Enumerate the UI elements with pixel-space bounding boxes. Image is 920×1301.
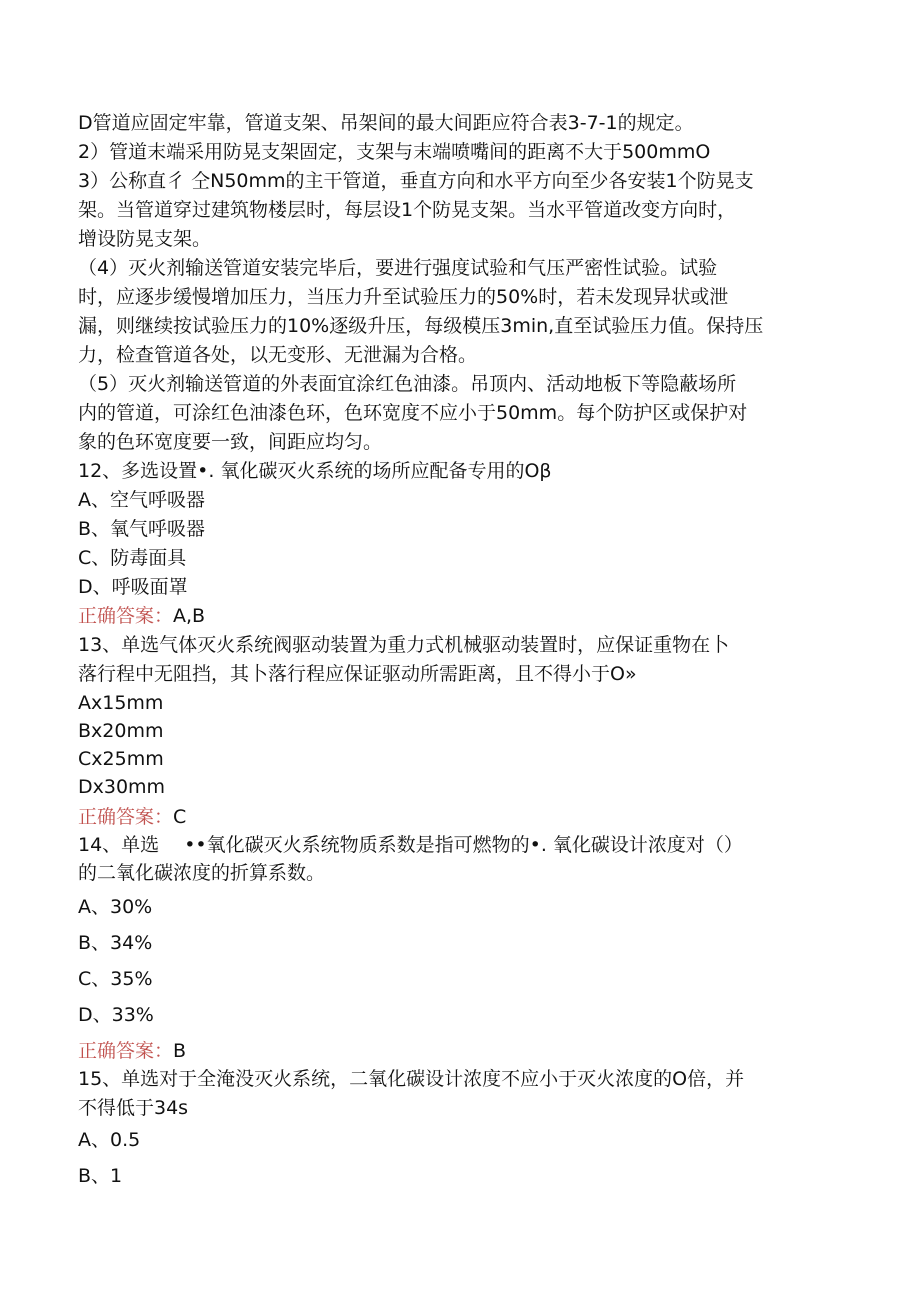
question-option: A、空气呼吸器 xyxy=(78,489,205,511)
question-stem: 12、多选设置•. 氧化碳灭火系统的场所应配备专用的Oβ xyxy=(78,460,552,482)
paragraph-line: 2）管道末端采用防晃支架固定，支架与末端喷嘴间的距离不大于500mmO xyxy=(78,141,711,163)
answer-value: C xyxy=(173,806,187,828)
question-option: B、氧气呼吸器 xyxy=(78,518,206,540)
answer-value: A,B xyxy=(173,605,206,627)
question-option: D、33% xyxy=(78,1004,154,1026)
paragraph-line: D管道应固定牢靠，管道支架、吊架间的最大间距应符合表3-7-1的规定。 xyxy=(78,112,694,134)
question-option: B、34% xyxy=(78,932,153,954)
paragraph-line: 内的管道，可涂红色油漆色环，色环宽度不应小于50mm。每个防护区或保护对 xyxy=(78,402,748,424)
paragraph-line: 象的色环宽度要一致，间距应均匀。 xyxy=(78,431,383,453)
question-option: C、35% xyxy=(78,968,153,990)
question-stem: 的二氧化碳浓度的折算系数。 xyxy=(78,862,326,884)
question-stem: 14、单选 ••氧化碳灭火系统物质系数是指可燃物的•. 氧化碳设计浓度对（） xyxy=(78,834,743,856)
paragraph-line: 3）公称直彳 仝N50mm的主干管道，垂直方向和水平方向至少各安装1个防晃支 xyxy=(78,170,754,192)
paragraph-line: 力，检查管道各处，以无变形、无泄漏为合格。 xyxy=(78,344,478,366)
question-option: A、30% xyxy=(78,896,153,918)
paragraph-line: 架。当管道穿过建筑物楼层时，每层设1个防晃支架。当水平管道改变方向时， xyxy=(78,199,737,221)
answer-line xyxy=(78,1040,186,1062)
question-stem: 13、单选气体灭火系统阀驱动装置为重力式机械驱动装置时，应保证重物在卜 xyxy=(78,634,730,656)
answer-label: 正确答案： xyxy=(78,806,174,828)
paragraph-line: （4）灭火剂输送管道安装完毕后，要进行强度试验和气压严密性试验。试验 xyxy=(78,257,718,279)
answer-line xyxy=(78,806,186,828)
question-option: A、0.5 xyxy=(78,1129,141,1151)
question-stem: 15、单选对于全淹没灭火系统，二氧化碳设计浓度不应小于灭火浓度的O倍，并 xyxy=(78,1068,745,1090)
answer-label: 正确答案： xyxy=(78,1040,174,1062)
answer-value: B xyxy=(173,1040,187,1062)
paragraph-line: 时，应逐步缓慢增加压力，当压力升至试验压力的50%时，若未发现异状或泄 xyxy=(78,286,729,308)
question-option: B、1 xyxy=(78,1165,123,1187)
question-option: Ax15mm xyxy=(78,692,164,714)
question-option: C、防毒面具 xyxy=(78,547,187,569)
question-stem: 落行程中无阻挡，其卜落行程应保证驱动所需距离，且不得小于O» xyxy=(78,663,637,685)
question-option: D、呼吸面罩 xyxy=(78,576,188,598)
answer-line xyxy=(78,605,205,627)
question-option: Dx30mm xyxy=(78,776,166,798)
question-stem: 不得低于34s xyxy=(78,1097,189,1119)
paragraph-line: 漏，则继续按试验压力的10%逐级升压，每级模压3min,直至试验压力值。保持压 xyxy=(78,315,764,337)
paragraph-line: （5）灭火剂输送管道的外表面宜涂红色油漆。吊顶内、活动地板下等隐蔽场所 xyxy=(78,373,737,395)
answer-label: 正确答案： xyxy=(78,605,174,627)
paragraph-line: 增设防晃支架。 xyxy=(78,228,212,250)
question-option: Bx20mm xyxy=(78,720,164,742)
question-option: Cx25mm xyxy=(78,748,164,770)
